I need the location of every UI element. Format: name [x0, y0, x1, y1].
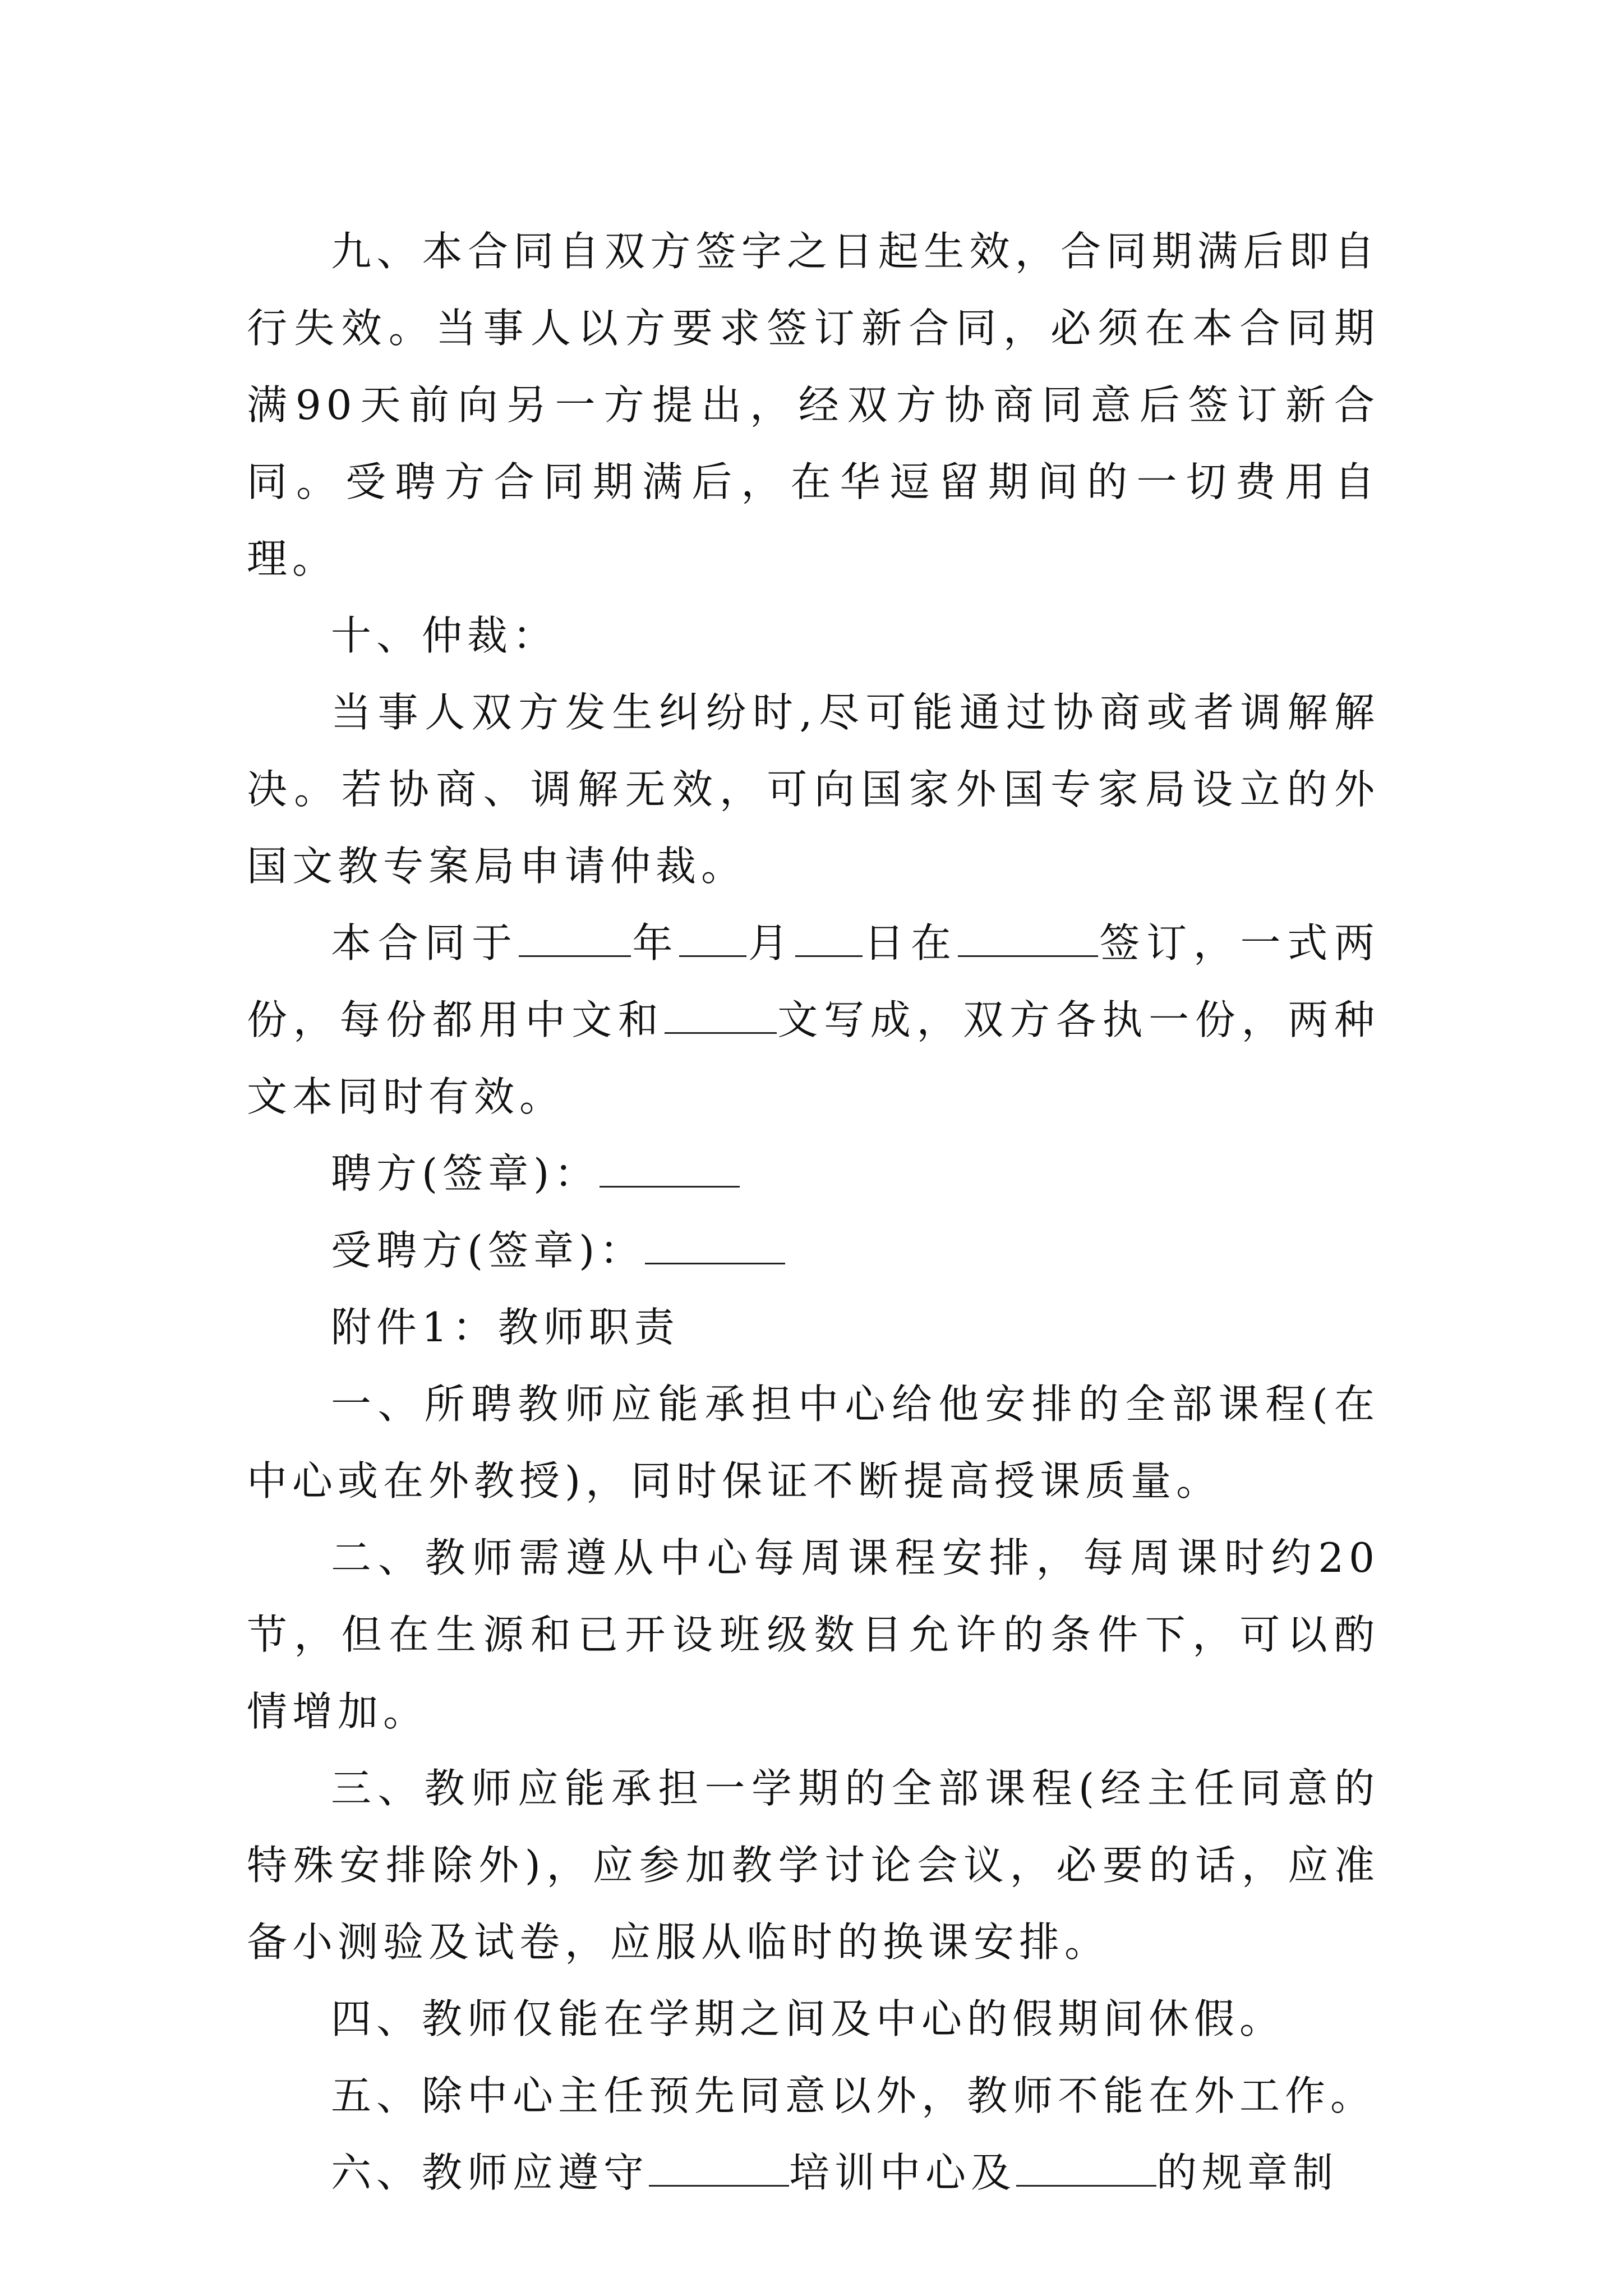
employee-signature-label: 受聘方(签章)： [331, 1227, 645, 1274]
appendix-heading: 附件1：教师职责 [331, 1304, 680, 1351]
duty-3-paragraph: 三、教师应能承担一学期的全部课程(经主任同意的特殊安排除外)，应参加教学讨论会议，必要的话，应准备小测验及试卷，应服从临时的换课安排。 [247, 1765, 1380, 1966]
duty-6-text-2: 培训中心及 [789, 2149, 1017, 2196]
duty-6-text-1: 六、教师应遵守 [331, 2149, 649, 2196]
signing-text-2: 签订，一式两份，每份都用中文和 [247, 919, 1380, 1043]
duty-5-paragraph: 五、除中心主任预先同意以外，教师不能在外工作。 [331, 2072, 1376, 2119]
employee-signature-blank [645, 1228, 785, 1264]
signing-date-paragraph [247, 905, 1380, 1135]
day-blank [795, 921, 863, 957]
arbitration-paragraph: 当事人双方发生纠纷时,尽可能通过协商或者调解解决。若协商、调解无效，可向国家外国专家局设立的外国文教专案局申请仲裁。 [247, 689, 1380, 890]
year-blank [519, 921, 631, 957]
duty-4-paragraph: 四、教师仅能在学期之间及中心的假期间休假。 [331, 1995, 1285, 2042]
month-blank [679, 921, 746, 957]
document-page [247, 213, 1380, 2211]
signing-text-year: 年 [630, 919, 680, 967]
employer-signature-label: 聘方(签章)： [331, 1150, 600, 1197]
clause-10-heading: 十、仲裁： [331, 612, 559, 659]
signing-text-3: 文写成，双方各执一份，两种文本同时有效。 [247, 996, 1380, 1120]
institution-blank [1016, 2150, 1156, 2187]
signing-text-month: 月 [746, 919, 795, 967]
duty-2-paragraph: 二、教师需遵从中心每周课程安排，每周课时约20节，但在生源和已开设班级数目允许的条件下，可以酌情增加。 [247, 1534, 1380, 1735]
duty-6-paragraph [247, 2134, 1380, 2211]
employee-signature-line [247, 1212, 1380, 1289]
language-blank [665, 997, 777, 1034]
duty-1-paragraph: 一、所聘教师应能承担中心给他安排的全部课程(在中心或在外教授)，同时保证不断提高授课质量。 [247, 1381, 1380, 1504]
place-blank [958, 921, 1098, 957]
duty-6-text-3: 的规章制 [1156, 2149, 1339, 2196]
signing-text-day: 日在 [862, 919, 958, 967]
clause-9-paragraph: 九、本合同自双方签字之日起生效，合同期满后即自行失效。当事人以方要求签订新合同，必须在本合同期满90天前向另一方提出，经双方协商同意后签订新合同。受聘方合同期满后，在华逗留期间的一切费用自理。 [247, 228, 1380, 582]
training-center-blank [649, 2150, 789, 2187]
employer-signature-blank [600, 1151, 740, 1188]
employer-signature-line [247, 1135, 1380, 1212]
signing-text-1: 本合同于 [331, 919, 519, 967]
